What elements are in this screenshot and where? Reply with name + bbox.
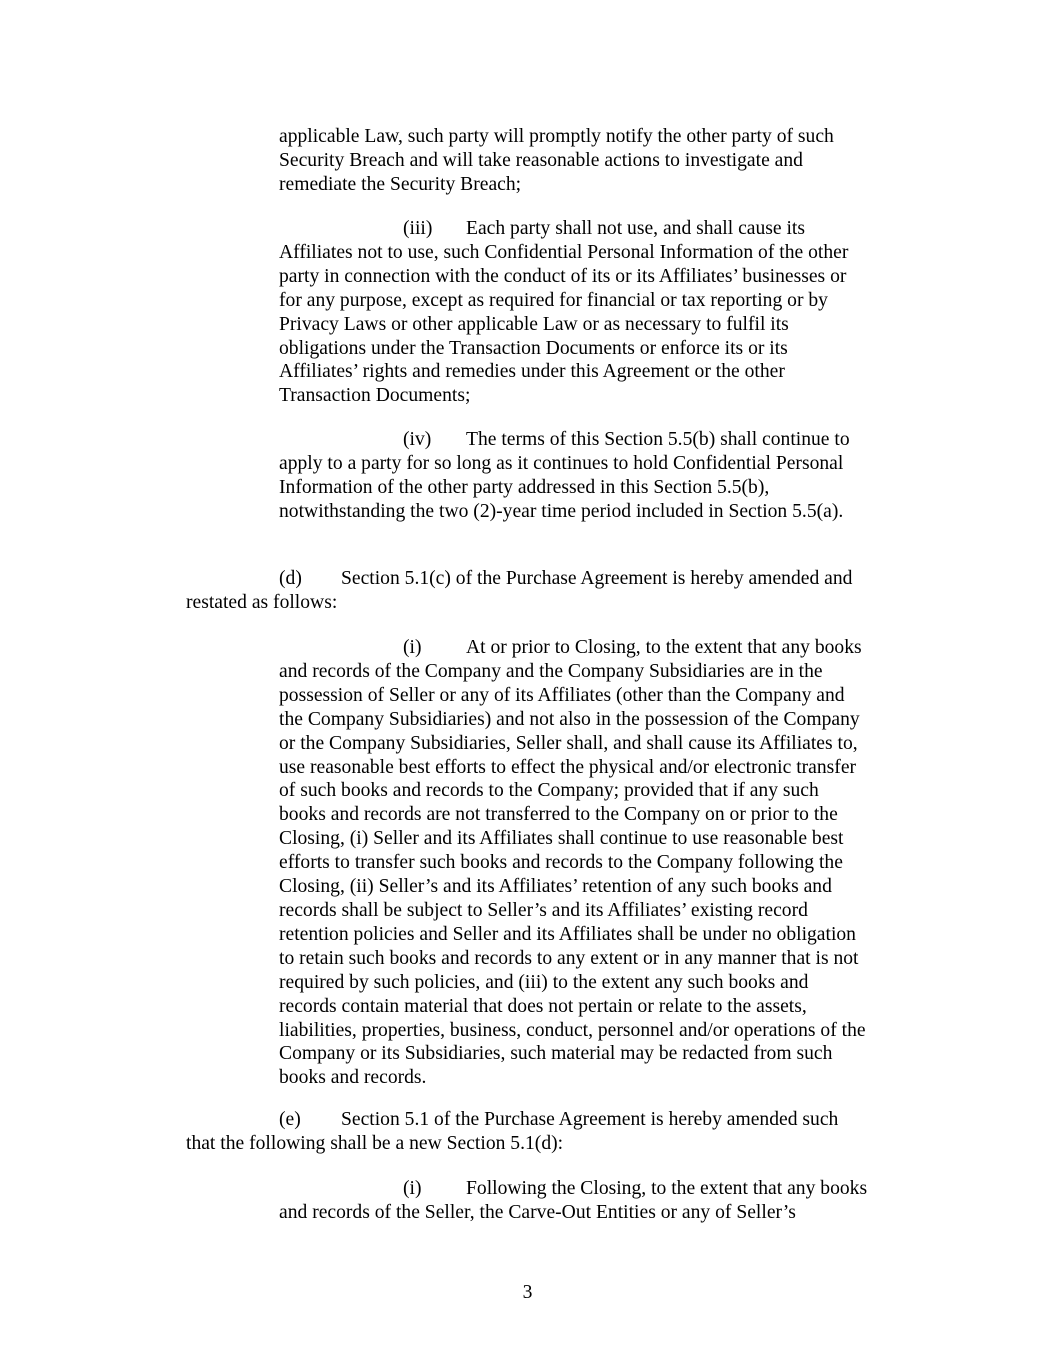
clause-first-text: Section 5.1 of the Purchase Agreement is hereby amended such	[341, 1109, 839, 1130]
text-line: required by such policies, and (iii) to the extent any such books and	[279, 971, 809, 993]
clause-first-line	[186, 567, 852, 591]
clause-first-text: Following the Closing, to the extent that any books	[466, 1178, 868, 1199]
text-line: Closing, (ii) Seller’s and its Affiliates’ retention of any such books and	[279, 876, 832, 898]
clause-label: (e)	[279, 1109, 301, 1130]
clause-iii	[279, 217, 848, 408]
text-line: notwithstanding the two (2)-year time period included in Section 5.5(a).	[279, 500, 844, 522]
text-line: books and records.	[279, 1067, 427, 1089]
clause-e	[186, 1108, 838, 1156]
text-line: Information of the other party addressed in this Section 5.5(b),	[279, 476, 770, 498]
clause-first-line	[279, 217, 848, 241]
clause-label: (d)	[279, 568, 302, 589]
clause-iv	[279, 428, 850, 524]
text-line: for any purpose, except as required for financial or tax reporting or by	[279, 289, 828, 311]
text-line: or the Company Subsidiaries, Seller shall, and shall cause its Affiliates to,	[279, 732, 858, 754]
clause-d	[186, 567, 852, 615]
clause-first-line	[279, 428, 850, 452]
text-line: Company or its Subsidiaries, such material may be redacted from such	[279, 1043, 833, 1065]
paragraph-continuation	[279, 125, 834, 197]
text-line: restated as follows:	[186, 591, 338, 613]
text-line: Affiliates’ rights and remedies under this Agreement or the other	[279, 361, 785, 383]
text-line: liabilities, properties, business, conduct, personnel and/or operations of the	[279, 1019, 866, 1041]
clause-e-i	[279, 1177, 867, 1225]
clause-first-text: Each party shall not use, and shall cause its	[466, 218, 805, 239]
text-line: to retain such books and records to any extent or in any manner that is not	[279, 947, 859, 969]
text-line: Privacy Laws or other applicable Law or as necessary to fulfil its	[279, 313, 789, 335]
text-line: use reasonable best efforts to effect the physical and/or electronic transfer	[279, 756, 857, 778]
text-line: applicable Law, such party will promptly notify the other party of such	[279, 126, 834, 147]
clause-first-line	[186, 1108, 838, 1132]
text-line: Closing, (i) Seller and its Affiliates shall continue to use reasonable best	[279, 828, 844, 850]
clause-label: (i)	[403, 637, 422, 658]
text-line: books and records are not transferred to the Company on or prior to the	[279, 804, 838, 826]
text-line: the Company Subsidiaries) and not also in the possession of the Company	[279, 708, 860, 730]
text-line: of such books and records to the Company; provided that if any such	[279, 780, 819, 802]
text-line: efforts to transfer such books and records to the Company following the	[279, 852, 843, 874]
clause-d-i	[279, 636, 866, 1090]
text-line: party in connection with the conduct of its or its Affiliates’ businesses or	[279, 265, 847, 287]
text-line: records shall be subject to Seller’s and its Affiliates’ existing record	[279, 899, 808, 921]
clause-label: (iii)	[403, 218, 433, 239]
text-line: Security Breach and will take reasonable actions to investigate and	[279, 149, 803, 171]
text-line: that the following shall be a new Section 5.1(d):	[186, 1132, 564, 1154]
clause-first-text: At or prior to Closing, to the extent that any books	[466, 637, 862, 658]
text-line: remediate the Security Breach;	[279, 173, 522, 195]
text-line: and records of the Seller, the Carve-Out Entities or any of Seller’s	[279, 1201, 796, 1223]
clause-label: (iv)	[403, 429, 432, 450]
text-line: Affiliates not to use, such Confidential Personal Information of the other	[279, 241, 849, 263]
clause-label: (i)	[403, 1178, 422, 1199]
text-line: records contain material that does not pertain or relate to the assets,	[279, 995, 807, 1017]
clause-first-line	[279, 1177, 867, 1201]
page-number: 3	[522, 1282, 533, 1303]
text-line: apply to a party for so long as it continues to hold Confidential Personal	[279, 452, 844, 474]
text-line: Transaction Documents;	[279, 385, 471, 407]
clause-first-text: Section 5.1(c) of the Purchase Agreement is hereby amended and	[341, 568, 853, 589]
clause-first-line	[279, 636, 866, 660]
text-line: and records of the Company and the Company Subsidiaries are in the	[279, 660, 823, 682]
text-line: retention policies and Seller and its Affiliates shall be under no obligation	[279, 923, 856, 945]
text-line: possession of Seller or any of its Affiliates (other than the Company and	[279, 684, 845, 706]
clause-first-text: The terms of this Section 5.5(b) shall continue to	[466, 429, 850, 450]
text-line: obligations under the Transaction Documents or enforce its or its	[279, 337, 788, 359]
